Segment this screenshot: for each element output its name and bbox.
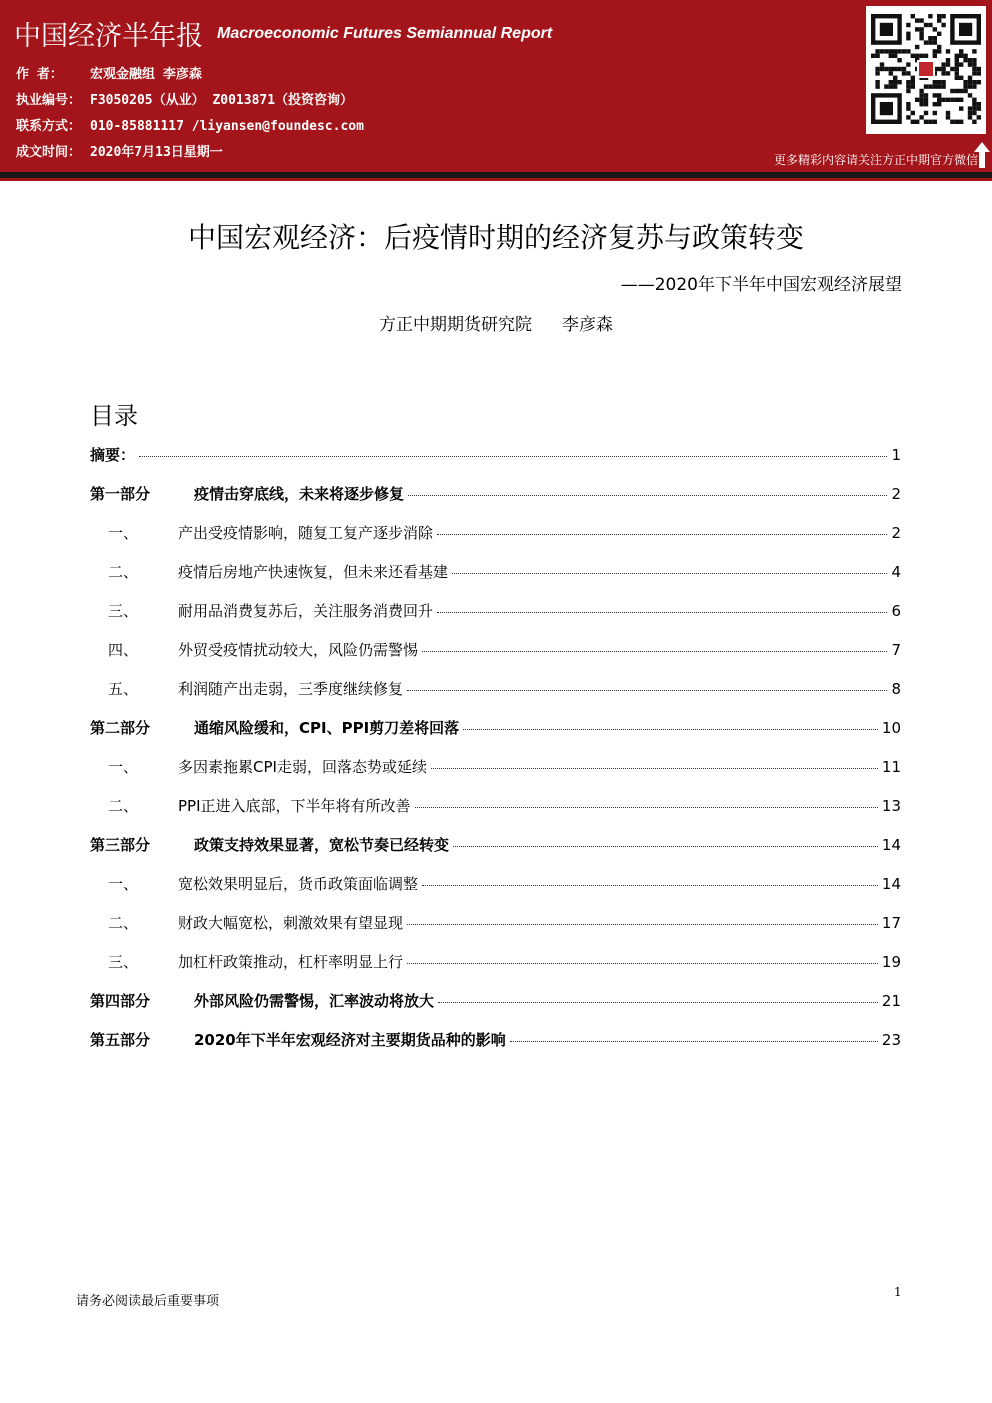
toc-entry[interactable]: [90, 990, 901, 1029]
toc-entry-number: 第一部分: [90, 485, 151, 503]
toc-entry-page: 10: [881, 719, 901, 737]
toc-entry-number: 第三部分: [90, 836, 151, 854]
toc-dot-leader: [452, 572, 887, 574]
up-arrow-icon: [974, 142, 990, 168]
follow-bar: [0, 146, 992, 172]
toc-dot-leader: [139, 455, 887, 457]
toc-entry[interactable]: [90, 444, 901, 483]
toc-entry-number: 第二部分: [90, 719, 151, 737]
toc-entry-title: 政策支持效果显著，宽松节奏已经转变: [194, 836, 450, 854]
toc-entry-page: 7: [891, 641, 901, 659]
toc-entry-number: 第五部分: [90, 1031, 151, 1049]
toc-entry-number: 三、: [108, 602, 139, 620]
toc-entry[interactable]: [90, 522, 901, 561]
qr-code-icon: [866, 6, 986, 134]
meta-value: 宏观金融组 李彦森: [90, 67, 202, 82]
toc-dot-leader: [438, 1001, 878, 1003]
toc-entry[interactable]: [90, 483, 901, 522]
meta-label: 作 者：: [16, 67, 63, 82]
toc-entry[interactable]: [90, 561, 901, 600]
toc-entry-title: 产出受疫情影响，随复工复产逐步消除: [178, 524, 434, 542]
toc-entry-page: 21: [881, 992, 901, 1010]
toc-entry-page: 14: [881, 875, 901, 893]
toc-entry[interactable]: [90, 756, 901, 795]
toc-entry-number: 第四部分: [90, 992, 151, 1010]
meta-value: 010-85881117 /liyansen@foundesc.com: [90, 119, 364, 134]
toc-entry-number: 二、: [108, 563, 139, 581]
toc-entry-number: 四、: [108, 641, 139, 659]
document-byline: [0, 310, 992, 335]
toc-entry[interactable]: [90, 912, 901, 951]
toc-entry-title: 耐用品消费复苏后，关注服务消费回升: [178, 602, 434, 620]
toc-entry[interactable]: [90, 678, 901, 717]
banner-title-en: Macroeconomic Futures Semiannual Report: [217, 25, 553, 42]
meta-license: [16, 89, 353, 108]
toc-dot-leader: [407, 923, 878, 925]
meta-label: 执业编号：: [16, 93, 82, 108]
toc-entry-page: 8: [891, 680, 901, 698]
toc-entry[interactable]: [90, 951, 901, 990]
toc-entry-page: 23: [881, 1031, 901, 1049]
toc-dot-leader: [437, 533, 887, 535]
footer-page-number: 1: [894, 1285, 902, 1299]
toc-entry-title: 疫情击穿底线，未来将逐步修复: [194, 485, 405, 503]
follow-wechat-text: 更多精彩内容请关注方正中期官方微信: [773, 153, 978, 167]
toc-entry-page: 17: [881, 914, 901, 932]
toc-entry-title: 摘要：: [90, 446, 136, 464]
toc-entry-title: 多因素拖累CPI走弱，回落态势或延续: [178, 758, 427, 776]
toc-entry-title: 2020年下半年宏观经济对主要期货品种的影响: [194, 1031, 506, 1049]
toc-entry[interactable]: [90, 1029, 901, 1068]
meta-value: F3050205（从业） Z0013871（投资咨询）: [90, 93, 354, 108]
meta-author: [16, 63, 202, 82]
toc-entry[interactable]: [90, 834, 901, 873]
toc-entry-title: 宽松效果明显后，货币政策面临调整: [178, 875, 419, 893]
toc-entry-page: 1: [891, 446, 901, 464]
toc-entry-page: 2: [891, 524, 901, 542]
toc-dot-leader: [422, 650, 887, 652]
toc-entry-page: 19: [881, 953, 901, 971]
toc-entry-page: 13: [881, 797, 901, 815]
toc-heading: 目录: [90, 402, 138, 430]
institute-name: 方正中期期货研究院: [379, 315, 532, 335]
toc-dot-leader: [407, 962, 878, 964]
table-of-contents: [90, 444, 901, 1068]
toc-entry-title: 疫情后房地产快速恢复，但未来还看基建: [178, 563, 449, 581]
toc-entry-number: 二、: [108, 797, 139, 815]
toc-entry-number: 一、: [108, 758, 139, 776]
toc-entry[interactable]: [90, 717, 901, 756]
toc-entry-title: 通缩风险缓和，CPI、PPI剪刀差将回落: [194, 719, 460, 737]
toc-dot-leader: [510, 1040, 878, 1042]
header-rule-red: [0, 178, 992, 181]
toc-entry-number: 二、: [108, 914, 139, 932]
toc-dot-leader: [415, 806, 878, 808]
toc-entry[interactable]: [90, 795, 901, 834]
toc-entry-page: 11: [881, 758, 901, 776]
toc-dot-leader: [431, 767, 878, 769]
toc-entry[interactable]: [90, 600, 901, 639]
toc-entry-title: PPI正进入底部，下半年将有所改善: [178, 797, 411, 815]
toc-dot-leader: [408, 494, 887, 496]
toc-entry-page: 2: [891, 485, 901, 503]
toc-entry-page: 4: [891, 563, 901, 581]
toc-dot-leader: [422, 884, 878, 886]
banner-title-cn: 中国经济半年报: [14, 21, 203, 52]
toc-entry-title: 外贸受疫情扰动较大，风险仍需警惕: [178, 641, 419, 659]
toc-entry-number: 三、: [108, 953, 139, 971]
meta-label: 联系方式：: [16, 119, 82, 134]
toc-entry-number: 五、: [108, 680, 139, 698]
toc-entry-title: 加杠杆政策推动，杠杆率明显上行: [178, 953, 404, 971]
document-subtitle: ——2020年下半年中国宏观经济展望: [620, 275, 902, 295]
toc-dot-leader: [437, 611, 887, 613]
toc-entry-title: 利润随产出走弱，三季度继续修复: [178, 680, 404, 698]
meta-contact: [16, 115, 364, 134]
toc-entry[interactable]: [90, 873, 901, 912]
toc-entry-page: 14: [881, 836, 901, 854]
meta-label: 成文时间：: [16, 145, 82, 160]
toc-dot-leader: [407, 689, 887, 691]
toc-entry-number: 一、: [108, 875, 139, 893]
report-banner: [0, 0, 992, 172]
toc-dot-leader: [463, 728, 878, 730]
meta-value: 2020年7月13日星期一: [90, 145, 223, 160]
author-name: 李彦森: [562, 315, 613, 335]
toc-entry-title: 外部风险仍需警惕，汇率波动将放大: [194, 992, 435, 1010]
toc-entry-number: 一、: [108, 524, 139, 542]
footer-disclaimer-note: 请务必阅读最后重要事项: [76, 1294, 220, 1309]
document-title: 中国宏观经济：后疫情时期的经济复苏与政策转变: [187, 221, 804, 254]
toc-dot-leader: [453, 845, 878, 847]
toc-entry-title: 财政大幅宽松，刺激效果有望显现: [178, 914, 404, 932]
toc-entry[interactable]: [90, 639, 901, 678]
toc-entry-page: 6: [891, 602, 901, 620]
